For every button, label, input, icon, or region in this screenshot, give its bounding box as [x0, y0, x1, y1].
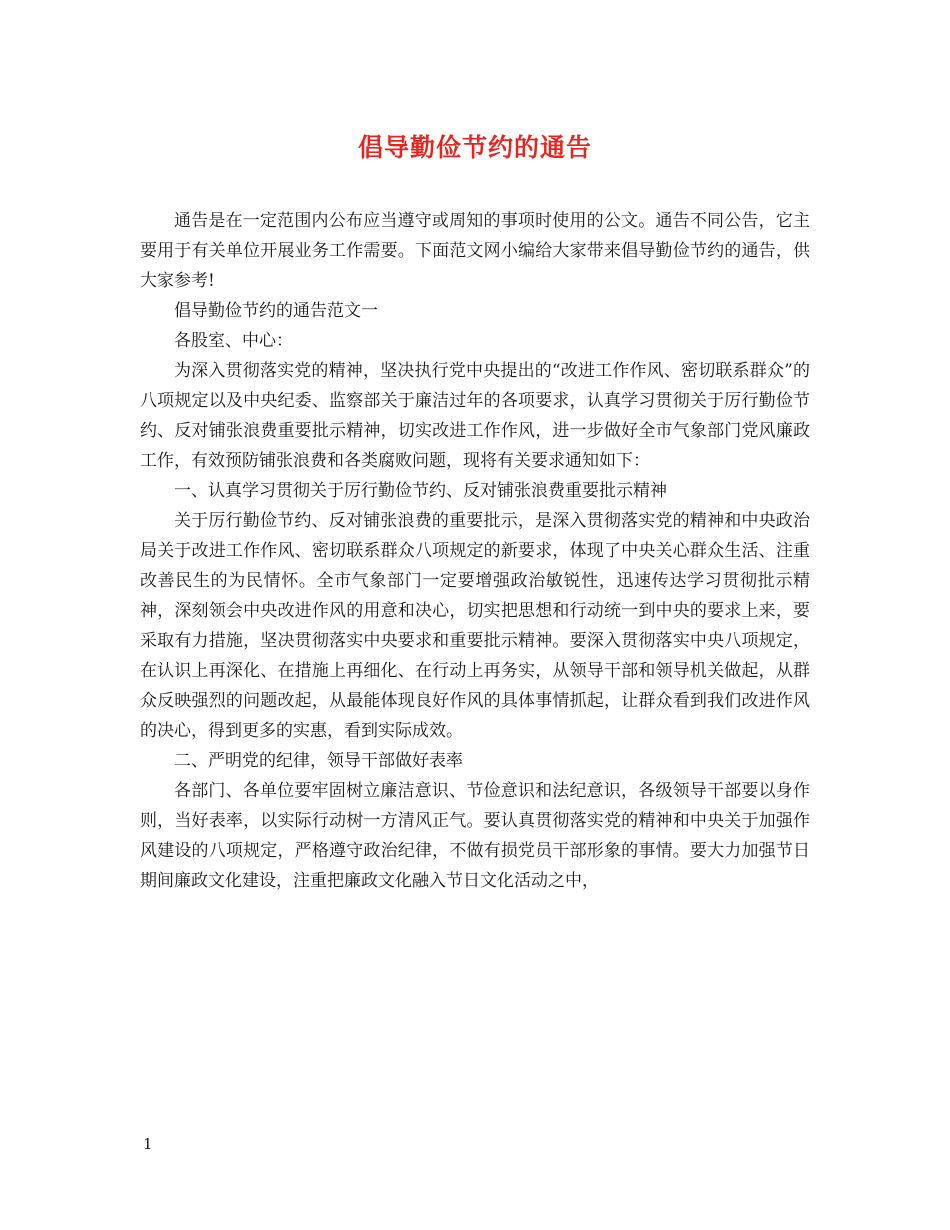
- paragraph-sample-heading: 倡导勤俭节约的通告范文一: [174, 301, 378, 321]
- document-title: 倡导勤俭节约的通告: [357, 133, 592, 162]
- paragraph-section-1: 关于厉行勤俭节约、反对铺张浪费的重要批示，是深入贯彻落实党的精神和中央政治局关于改进工作作风、密切联系群众八项规定的新要求，体现了中央关心群众生活、注重改善民生的为民情怀。全市气象部门一定要增强政治敏锐性，迅速传达学习贯彻批示精神，深刻领会中央改进作风的用意和决心，切实把思想和行动统一到中央的要求上来，要采取有力措施，坚决贯彻落实中央要求和重要批示精神。要深入贯彻落实中央八项规定，在认识上再深化、在措施上再细化、在行动上再务实，从领导干部和领导机关做起，从群众反映强烈的问题改起，从最能体现良好作风的具体事情抓起，让群众看到我们改进作风的决心，得到更多的实惠，看到实际成效。: [140, 511, 810, 741]
- section-heading-1: 一、认真学习贯彻关于厉行勤俭节约、反对铺张浪费重要批示精神: [174, 481, 667, 501]
- page-number: 1: [143, 1135, 153, 1153]
- paragraph-intro: 通告是在一定范围内公布应当遵守或周知的事项时使用的公文。通告不同公告，它主要用于有关单位开展业务工作需要。下面范文网小编给大家带来倡导勤俭节约的通告，供大家参考!: [140, 211, 810, 291]
- paragraph-salutation: 各股室、中心：: [174, 331, 293, 351]
- paragraph-section-2: 各部门、各单位要牢固树立廉洁意识、节俭意识和法纪意识，各级领导干部要以身作则，当好表率，以实际行动树一方清风正气。要认真贯彻落实党的精神和中央关于加强作风建设的八项规定，严格遵守政治纪律，不做有损党员干部形象的事情。要大力加强节日期间廉政文化建设，注重把廉政文化融入节日文化活动之中，: [140, 781, 810, 891]
- document-body: [140, 206, 810, 896]
- section-heading-2: 二、严明党的纪律，领导干部做好表率: [174, 751, 463, 771]
- paragraph-preamble: 为深入贯彻落实党的精神，坚决执行党中央提出的“改进工作作风、密切联系群众”的八项规定以及中央纪委、监察部关于廉洁过年的各项要求，认真学习贯彻关于厉行勤俭节约、反对铺张浪费重要批示精神，切实改进工作作风，进一步做好全市气象部门党风廉政工作，有效预防铺张浪费和各类腐败问题，现将有关要求通知如下：: [140, 361, 810, 471]
